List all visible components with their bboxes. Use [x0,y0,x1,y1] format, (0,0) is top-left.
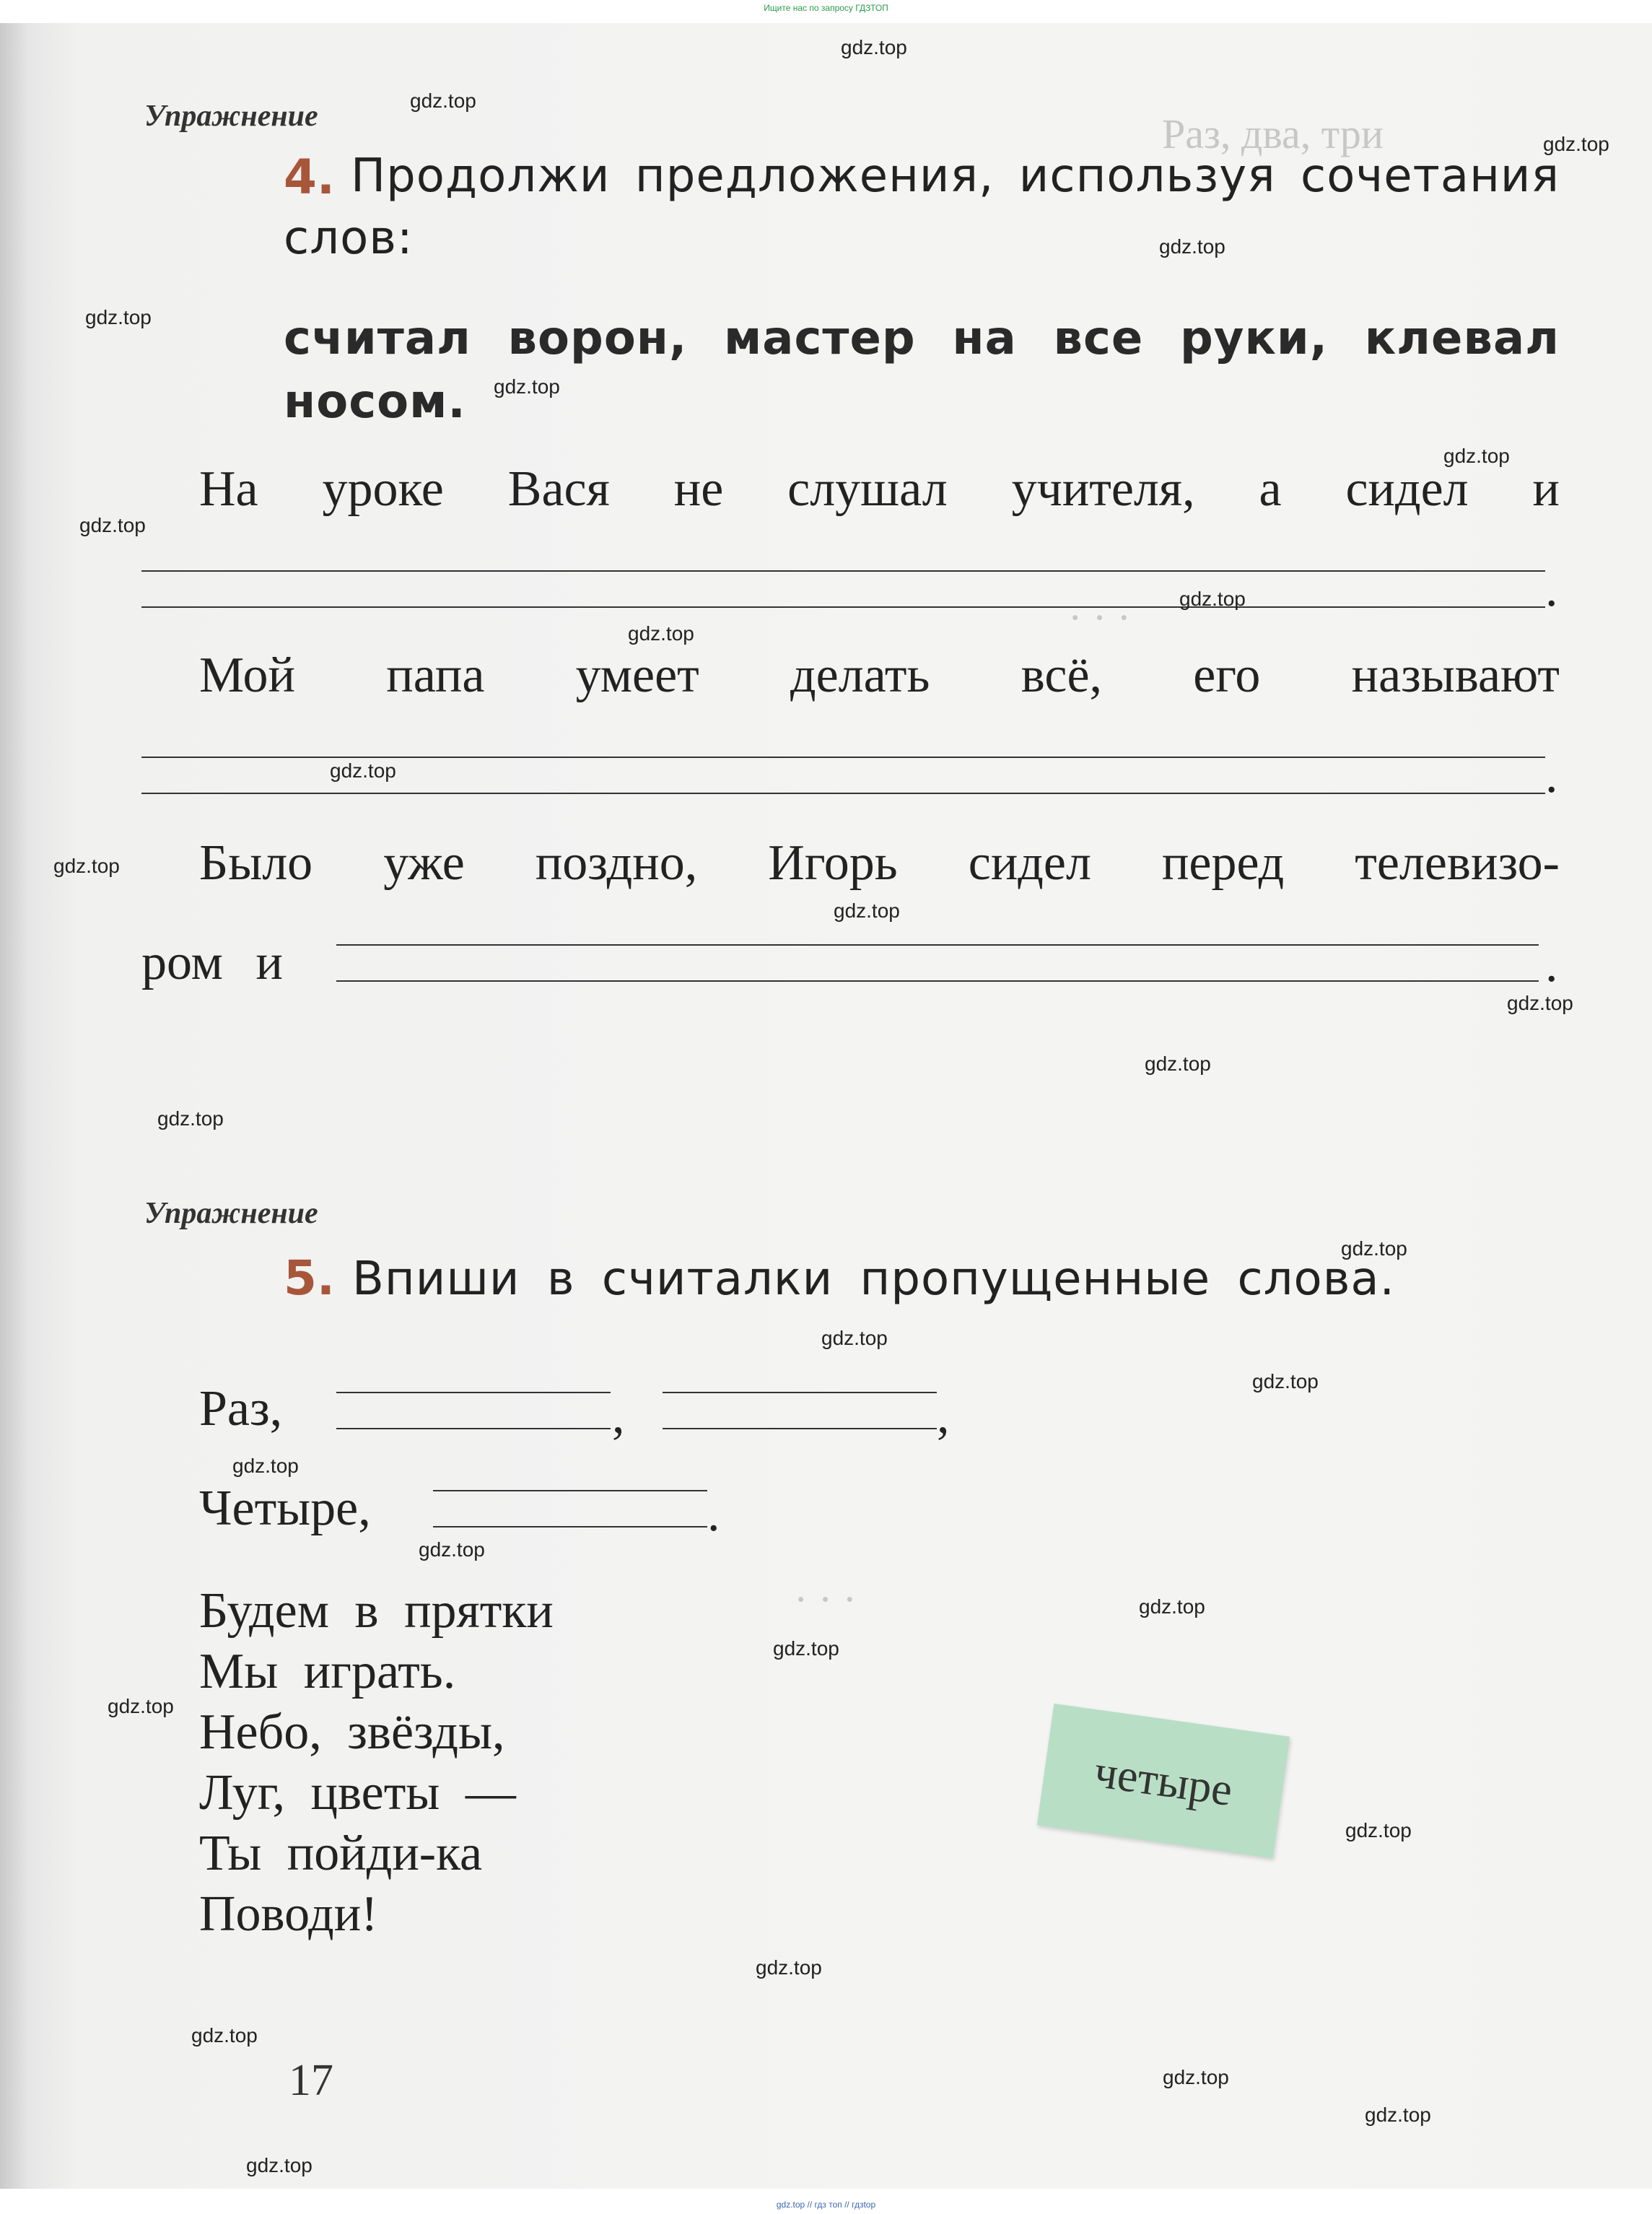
poem-line: Небо, звёзды, [199,1704,505,1760]
watermark: gdz.top [1145,1052,1211,1075]
watermark: gdz.top [628,622,694,645]
bleed-through-text: Раз, два, три [1162,110,1384,157]
sentence-period: . [1545,937,1558,993]
watermark: gdz.top [1252,1370,1319,1393]
watermark: gdz.top [410,90,476,112]
answer-line [433,1490,707,1491]
comma: , [937,1388,950,1444]
watermark: gdz.top [1179,588,1246,610]
watermark: gdz.top [821,1327,888,1349]
exercise-4-instruction [284,149,1560,265]
bleed-through-text: · · · [1068,594,1131,641]
exercise-4-label: Упражнение [144,100,318,133]
watermark: gdz.top [1365,2104,1431,2126]
answer-line [336,1428,611,1429]
exercise-5-number: 5. [284,1250,335,1306]
answer-line [433,1526,707,1527]
watermark: gdz.top [419,1538,485,1561]
watermark: gdz.top [85,306,152,328]
phrases-line-1: считал ворон, мастер на все руки, клевал [284,312,1560,365]
exercise-5-label: Упражнение [144,1197,318,1230]
watermark: gdz.top [1139,1595,1205,1618]
top-notice: Ищите нас по запросу ГДЗТОП [764,3,888,13]
word-sticker[interactable] [1037,1704,1290,1858]
answer-line [141,793,1545,794]
rhyme-line-2-start: Четыре, [199,1481,371,1536]
answer-line [141,757,1545,758]
bleed-through-text: · · · [794,1576,857,1623]
watermark: gdz.top [1443,445,1510,467]
watermark: gdz.top [756,1956,822,1979]
watermark: gdz.top [79,514,146,536]
answer-line [141,570,1545,572]
poem-line: Ты пойди-ка [199,1826,483,1881]
poem-line: Мы играть. [199,1644,456,1699]
instruction-line-2: слов: [284,212,414,265]
poem-line: Луг, цветы — [199,1765,516,1821]
answer-line [336,980,1539,982]
answer-line [141,606,1545,608]
exercise-5-text: Впиши в считалки пропущенные слова. [352,1252,1395,1306]
watermark: gdz.top [330,759,396,782]
exercise-4-number: 4. [284,149,335,205]
sentence-1: На уроке Вася не слушал учителя, а сидел и [199,461,1560,517]
watermark: gdz.top [834,899,900,922]
bottom-notice: gdz.top // гдз топ // гдзtop [776,2200,876,2210]
poem-line: Будем в прятки [199,1583,554,1639]
watermark: gdz.top [1345,1819,1412,1842]
page-number: 17 [289,2056,333,2105]
watermark: gdz.top [191,2024,258,2047]
answer-line [336,944,1539,946]
sentence-period: . [1545,562,1558,617]
poem-line: Поводи! [199,1886,378,1942]
sentence-period: . [1545,748,1558,803]
watermark: gdz.top [53,855,120,877]
watermark: gdz.top [773,1637,839,1660]
exercise-5-instruction [284,1250,1395,1306]
rhyme-poem [199,1581,554,1945]
watermark: gdz.top [108,1695,174,1717]
watermark: gdz.top [232,1455,299,1477]
answer-line [663,1392,937,1393]
sentence-2: Мой папа умеет делать всё, его называют [199,648,1560,703]
watermark: gdz.top [1159,235,1225,258]
sticker-word: четыре [1091,1745,1236,1816]
sentence-3-line-1: Было уже поздно, Игорь сидел перед телевизо- [199,835,1560,891]
watermark: gdz.top [841,36,907,58]
watermark: gdz.top [1163,2066,1229,2088]
sentence-3-line-2: ром и [141,935,283,990]
rhyme-line-1-start: Раз, [199,1381,283,1437]
watermark: gdz.top [157,1107,224,1130]
workbook-page [0,23,1652,2189]
period: . [707,1486,720,1542]
instruction-line-1: Продолжи предложения, используя сочетания [351,149,1560,203]
watermark: gdz.top [1341,1237,1407,1260]
answer-line [336,1392,611,1393]
watermark: gdz.top [246,2154,313,2176]
comma: , [612,1388,625,1444]
phrases-line-2: носом. [284,375,466,429]
answer-line [663,1428,937,1429]
watermark: gdz.top [494,375,560,398]
watermark: gdz.top [1543,133,1609,155]
watermark: gdz.top [1507,992,1573,1014]
